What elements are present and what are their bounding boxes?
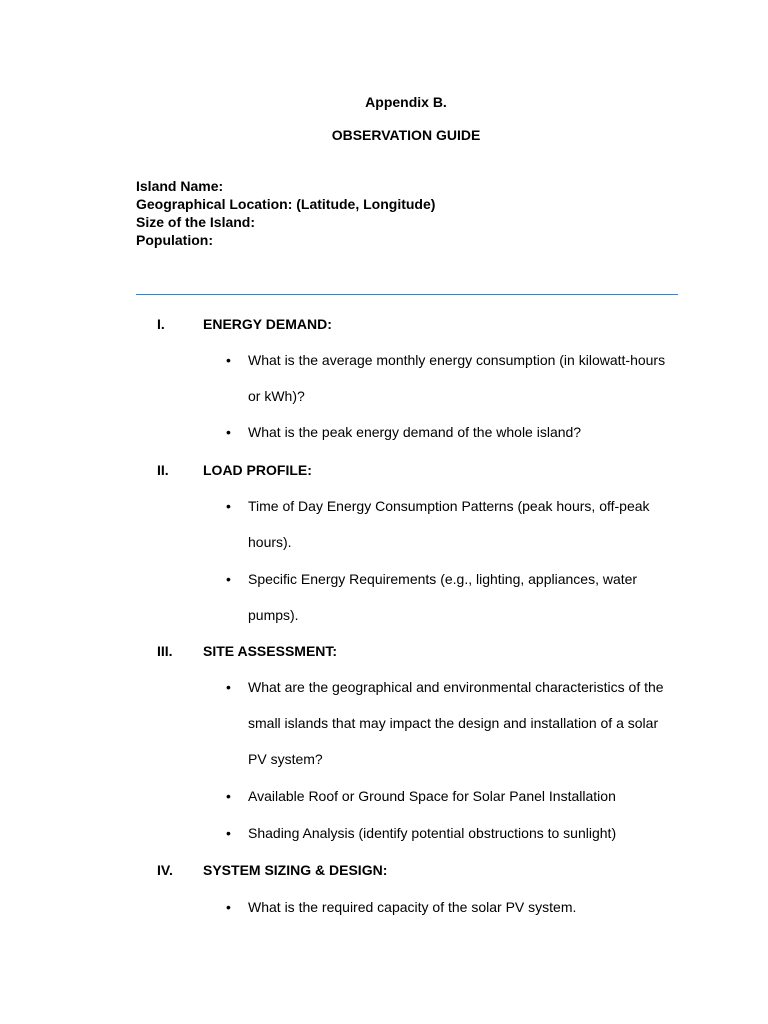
- list-item: [226, 561, 676, 633]
- bullet-icon: •: [226, 788, 231, 804]
- section-heading-site-assessment: [157, 642, 337, 660]
- section-title: LOAD PROFILE:: [203, 462, 312, 478]
- population-label: Population:: [136, 232, 213, 248]
- list-item: [226, 889, 676, 925]
- list-item: [226, 342, 676, 414]
- section-heading-load-profile: [157, 461, 312, 479]
- section-heading-system-sizing-design: [157, 861, 387, 879]
- list-item-text: What is the peak energy demand of the whole island?: [248, 424, 582, 440]
- section-title: ENERGY DEMAND:: [203, 316, 332, 332]
- bullet-icon: •: [226, 899, 231, 915]
- list-item: [226, 778, 676, 814]
- horizontal-divider: [136, 294, 678, 295]
- list-item-text: What is the required capacity of the solar PV system.: [248, 899, 577, 915]
- geographical-location-label: Geographical Location: (Latitude, Longitude): [136, 196, 436, 212]
- island-size-label: Size of the Island:: [136, 214, 256, 230]
- list-item: [226, 488, 676, 560]
- section-number: II.: [157, 462, 169, 478]
- bullet-icon: •: [226, 825, 231, 841]
- list-item: [226, 669, 676, 777]
- section-number: IV.: [157, 862, 173, 878]
- bullet-icon: •: [226, 571, 231, 587]
- list-item-text: Shading Analysis (identify potential obstructions to sunlight): [248, 825, 617, 841]
- list-item-text: What is the average monthly energy consumption (in kilowatt-hours or kWh)?: [248, 352, 666, 404]
- appendix-label: Appendix B.: [365, 94, 447, 110]
- island-info-block: [136, 177, 435, 249]
- list-item-text: Time of Day Energy Consumption Patterns (peak hours, off-peak hours).: [248, 498, 650, 550]
- page-title: OBSERVATION GUIDE: [331, 127, 481, 143]
- list-item: [226, 414, 676, 450]
- section-title: SYSTEM SIZING & DESIGN:: [203, 862, 388, 878]
- island-name-label: Island Name:: [136, 178, 224, 194]
- bullet-icon: •: [226, 679, 231, 695]
- bullet-icon: •: [226, 352, 231, 368]
- list-item-text: What are the geographical and environmental characteristics of the small islands that may impact the design and installation of a solar PV system?: [248, 679, 664, 767]
- bullet-icon: •: [226, 424, 231, 440]
- list-item-text: Available Roof or Ground Space for Solar Panel Installation: [248, 788, 616, 804]
- list-item: [226, 815, 676, 851]
- list-item-text: Specific Energy Requirements (e.g., lighting, appliances, water pumps).: [248, 571, 638, 623]
- bullet-icon: •: [226, 498, 231, 514]
- section-number: I.: [157, 316, 165, 332]
- section-heading-energy-demand: [157, 315, 332, 333]
- section-number: III.: [157, 643, 173, 659]
- section-title: SITE ASSESSMENT:: [203, 643, 338, 659]
